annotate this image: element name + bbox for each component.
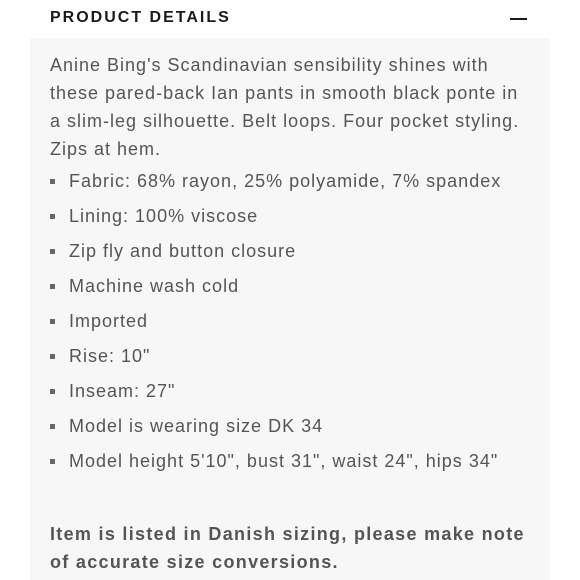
feature-text: Zip fly and button closure xyxy=(69,241,297,261)
feature-text: Inseam: 27" xyxy=(69,381,176,401)
product-details-panel xyxy=(30,38,550,580)
list-item xyxy=(30,238,530,265)
feature-text: Rise: 10" xyxy=(69,346,151,366)
list-item xyxy=(30,168,530,195)
feature-text: Lining: 100% viscose xyxy=(69,206,259,226)
bullet-icon xyxy=(50,424,55,429)
feature-text: Fabric: 68% rayon, 25% polyamide, 7% spandex xyxy=(69,171,502,191)
section-title: PRODUCT DETAILS xyxy=(50,9,231,26)
list-item xyxy=(30,273,530,300)
bullet-icon xyxy=(50,249,55,254)
minus-icon[interactable] xyxy=(510,18,527,20)
list-item xyxy=(30,378,530,405)
bullet-icon xyxy=(50,319,55,324)
bullet-icon xyxy=(50,214,55,219)
feature-text: Machine wash cold xyxy=(69,276,240,296)
bullet-icon xyxy=(50,389,55,394)
section-header[interactable] xyxy=(0,0,580,38)
feature-list xyxy=(30,168,530,483)
list-item xyxy=(30,343,530,370)
feature-text: Model is wearing size DK 34 xyxy=(69,416,324,436)
product-description: Anine Bing's Scandinavian sensibility shines with these pared-back Ian pants in smooth black ponte in a slim-leg silhouette. Belt loops. Four pocket styling. Zips at hem. xyxy=(50,55,520,159)
bullet-icon xyxy=(50,459,55,464)
bullet-icon xyxy=(50,284,55,289)
feature-text: Model height 5'10", bust 31", waist 24", hips 34" xyxy=(69,451,499,471)
bullet-icon xyxy=(50,354,55,359)
bullet-icon xyxy=(50,179,55,184)
feature-text: Imported xyxy=(69,311,149,331)
list-item xyxy=(30,448,530,475)
list-item xyxy=(30,413,530,440)
list-item xyxy=(30,203,530,230)
sizing-note: Item is listed in Danish sizing, please make note of accurate size conversions. xyxy=(50,524,525,572)
list-item xyxy=(30,308,530,335)
